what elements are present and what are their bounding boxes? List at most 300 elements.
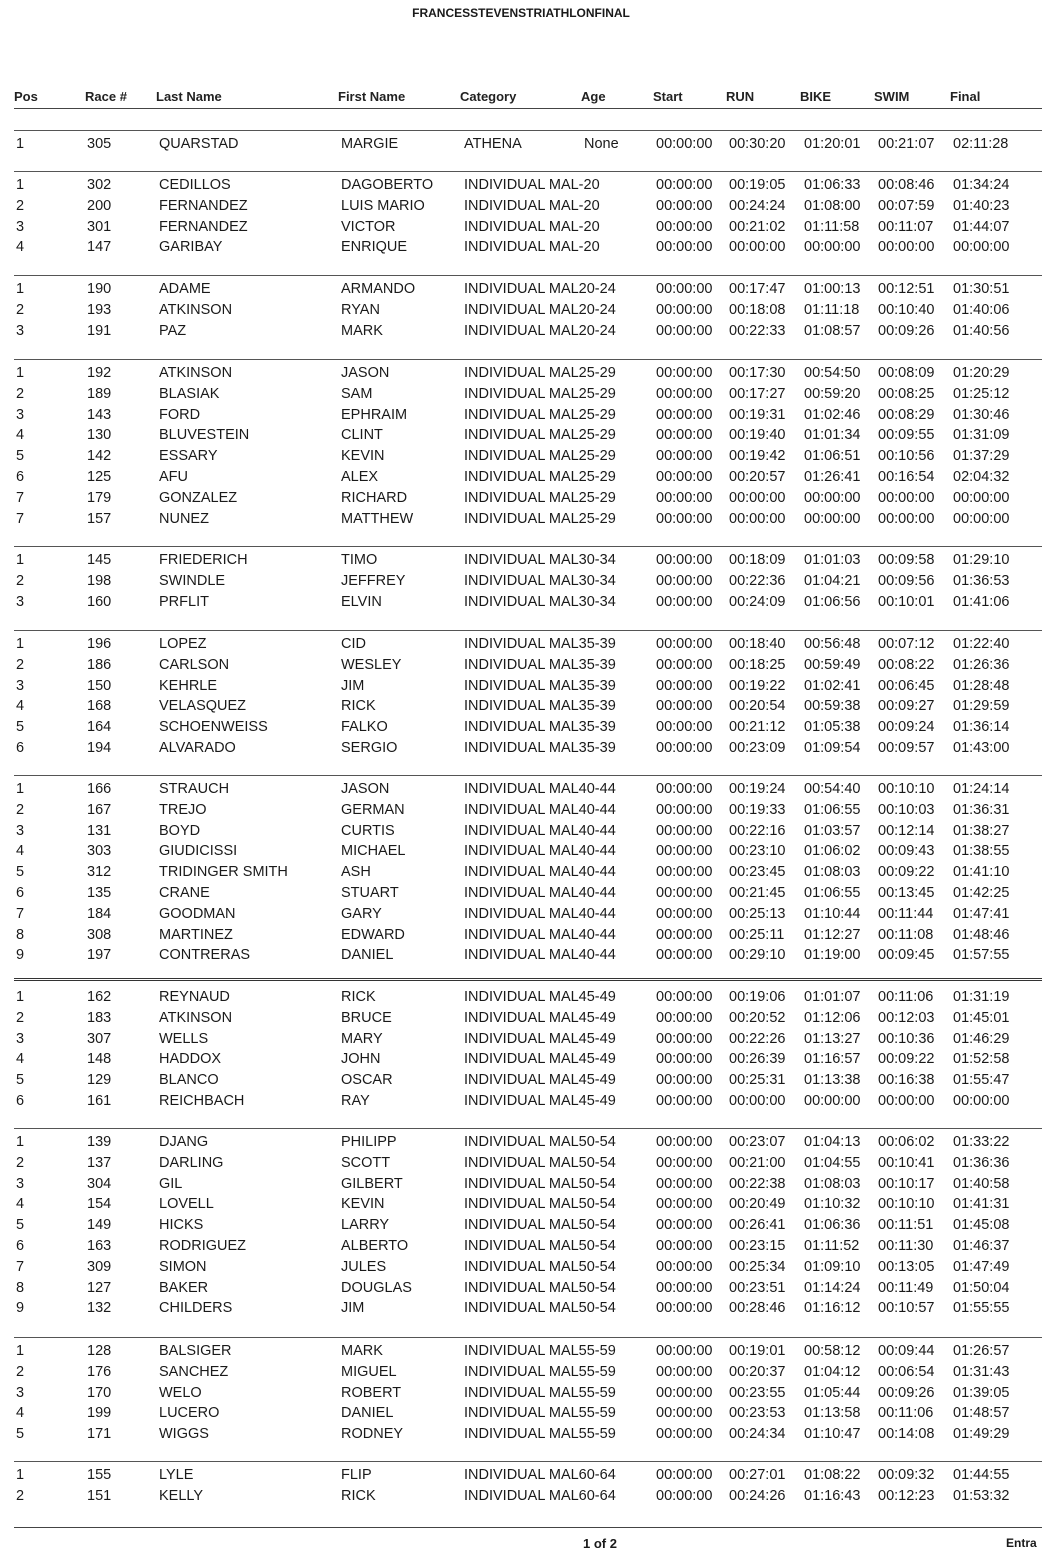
- last-name-cell: VELASQUEZ: [159, 698, 247, 715]
- final-time-cell: 01:36:36: [953, 1154, 1010, 1171]
- last-name-cell: BOYD: [159, 822, 201, 839]
- category-cell: INDIVIDUAL MAL30-34: [464, 593, 616, 610]
- first-name-cell: JULES: [341, 1258, 387, 1275]
- start-time-cell: 00:00:00: [656, 843, 713, 860]
- final-time-cell: 01:49:29: [953, 1426, 1010, 1443]
- category-cell: INDIVIDUAL MAL35-39: [464, 698, 616, 715]
- category-cell: INDIVIDUAL MAL50-54: [464, 1279, 616, 1296]
- run-time-cell: 00:00:00: [729, 1093, 786, 1109]
- position-cell: 1: [16, 281, 25, 297]
- run-time-cell: 00:00:00: [729, 239, 786, 256]
- last-name-cell: TREJO: [159, 801, 207, 818]
- final-time-cell: 01:55:55: [953, 1300, 1010, 1317]
- first-name-cell: MARK: [341, 322, 383, 339]
- position-cell: 4: [16, 843, 25, 860]
- race-number-cell: 170: [87, 1384, 112, 1401]
- last-name-cell: SIMON: [159, 1258, 207, 1275]
- table-row: [0, 1405, 1042, 1425]
- last-name-cell: BALSIGER: [159, 1343, 232, 1359]
- run-time-cell: 00:19:42: [729, 448, 786, 465]
- table-row: [0, 1259, 1042, 1279]
- first-name-cell: RYAN: [341, 301, 380, 318]
- run-time-cell: 00:21:00: [729, 1154, 786, 1171]
- last-name-cell: PRFLIT: [159, 593, 209, 610]
- swim-time-cell: 00:08:25: [878, 385, 935, 402]
- category-cell: INDIVIDUAL MAL25-29: [464, 469, 616, 485]
- final-time-cell: 01:47:49: [953, 1258, 1010, 1275]
- position-cell: 1: [16, 552, 25, 568]
- start-time-cell: 00:00:00: [656, 885, 713, 901]
- header-pos: Pos: [14, 89, 38, 104]
- start-time-cell: 00:00:00: [656, 1384, 713, 1401]
- last-name-cell: SWINDLE: [159, 572, 226, 589]
- header-divider: [14, 108, 1042, 109]
- last-name-cell: CARLSON: [159, 656, 230, 673]
- last-name-cell: GOODMAN: [159, 905, 236, 922]
- race-number-cell: 308: [87, 926, 112, 943]
- swim-time-cell: 00:09:58: [878, 552, 935, 568]
- position-cell: 2: [16, 301, 25, 318]
- first-name-cell: RAY: [341, 1093, 370, 1109]
- race-number-cell: 139: [87, 1134, 112, 1150]
- swim-time-cell: 00:06:45: [878, 677, 935, 694]
- category-cell: INDIVIDUAL MAL25-29: [464, 427, 616, 444]
- start-time-cell: 00:00:00: [656, 677, 713, 694]
- first-name-cell: MARGIE: [341, 136, 399, 152]
- position-cell: 3: [16, 1384, 25, 1401]
- last-name-cell: TRIDINGER SMITH: [159, 864, 288, 881]
- last-name-cell: STRAUCH: [159, 781, 230, 797]
- last-name-cell: CRANE: [159, 885, 210, 901]
- bike-time-cell: 01:12:27: [804, 926, 861, 943]
- table-row: [0, 1385, 1042, 1405]
- run-time-cell: 00:18:40: [729, 636, 786, 652]
- table-row: [0, 1364, 1042, 1384]
- start-time-cell: 00:00:00: [656, 1343, 713, 1359]
- position-cell: 1: [16, 1343, 25, 1359]
- table-row: [0, 552, 1042, 572]
- bike-time-cell: 01:08:03: [804, 864, 861, 881]
- category-cell: INDIVIDUAL MAL35-39: [464, 719, 616, 736]
- category-cell: INDIVIDUAL MAL40-44: [464, 781, 616, 797]
- swim-time-cell: 00:07:59: [878, 197, 935, 214]
- race-number-cell: 161: [87, 1093, 112, 1109]
- final-time-cell: 01:38:27: [953, 822, 1010, 839]
- swim-time-cell: 00:09:26: [878, 322, 935, 339]
- last-name-cell: WELO: [159, 1384, 202, 1401]
- first-name-cell: BRUCE: [341, 1009, 392, 1026]
- category-cell: INDIVIDUAL MAL50-54: [464, 1196, 616, 1213]
- group-divider: [14, 1128, 1042, 1129]
- run-time-cell: 00:20:52: [729, 1009, 786, 1026]
- run-time-cell: 00:23:10: [729, 843, 786, 860]
- category-cell: INDIVIDUAL MAL50-54: [464, 1238, 616, 1254]
- first-name-cell: JIM: [341, 1300, 365, 1317]
- category-cell: INDIVIDUAL MAL50-54: [464, 1300, 616, 1317]
- position-cell: 7: [16, 905, 25, 922]
- first-name-cell: LARRY: [341, 1217, 390, 1234]
- position-cell: 3: [16, 822, 25, 839]
- table-row: [0, 1155, 1042, 1175]
- first-name-cell: OSCAR: [341, 1072, 393, 1089]
- final-time-cell: 01:40:06: [953, 301, 1010, 318]
- run-time-cell: 00:19:05: [729, 177, 786, 193]
- start-time-cell: 00:00:00: [656, 636, 713, 652]
- run-time-cell: 00:21:12: [729, 719, 786, 736]
- category-cell: INDIVIDUAL MAL45-49: [464, 1072, 616, 1089]
- table-row: [0, 1426, 1042, 1446]
- position-cell: 2: [16, 572, 25, 589]
- last-name-cell: DARLING: [159, 1154, 224, 1171]
- category-cell: INDIVIDUAL MAL40-44: [464, 926, 616, 943]
- age-cell: None: [584, 136, 619, 152]
- first-name-cell: WESLEY: [341, 656, 402, 673]
- table-row: [0, 365, 1042, 385]
- run-time-cell: 00:24:09: [729, 593, 786, 610]
- swim-time-cell: 00:00:00: [878, 489, 935, 506]
- table-row: [0, 448, 1042, 468]
- final-time-cell: 01:42:25: [953, 885, 1010, 901]
- final-time-cell: 01:36:53: [953, 572, 1010, 589]
- page-number: 1 of 2: [583, 1536, 617, 1551]
- start-time-cell: 00:00:00: [656, 656, 713, 673]
- start-time-cell: 00:00:00: [656, 1217, 713, 1234]
- start-time-cell: 00:00:00: [656, 197, 713, 214]
- run-time-cell: 00:17:27: [729, 385, 786, 402]
- position-cell: 1: [16, 365, 25, 381]
- race-number-cell: 128: [87, 1343, 112, 1359]
- race-number-cell: 307: [87, 1030, 112, 1047]
- race-number-cell: 163: [87, 1238, 112, 1254]
- run-time-cell: 00:25:34: [729, 1258, 786, 1275]
- start-time-cell: 00:00:00: [656, 572, 713, 589]
- group-divider: [14, 546, 1042, 547]
- bike-time-cell: 01:06:51: [804, 448, 861, 465]
- first-name-cell: RODNEY: [341, 1426, 404, 1443]
- race-number-cell: 166: [87, 781, 112, 797]
- group-divider: [14, 171, 1042, 172]
- bike-time-cell: 00:54:50: [804, 365, 861, 381]
- last-name-cell: NUNEZ: [159, 510, 209, 527]
- bike-time-cell: 00:59:20: [804, 385, 861, 402]
- start-time-cell: 00:00:00: [656, 989, 713, 1005]
- race-number-cell: 132: [87, 1300, 112, 1317]
- run-time-cell: 00:20:57: [729, 469, 786, 485]
- swim-time-cell: 00:10:10: [878, 1196, 935, 1213]
- last-name-cell: SANCHEZ: [159, 1363, 229, 1380]
- table-row: [0, 823, 1042, 843]
- category-cell: INDIVIDUAL MAL-20: [464, 239, 600, 256]
- position-cell: 6: [16, 885, 25, 901]
- run-time-cell: 00:23:51: [729, 1279, 786, 1296]
- run-time-cell: 00:20:37: [729, 1363, 786, 1380]
- position-cell: 5: [16, 448, 25, 465]
- race-number-cell: 129: [87, 1072, 112, 1089]
- position-cell: 3: [16, 322, 25, 339]
- position-cell: 6: [16, 1238, 25, 1254]
- bike-time-cell: 01:26:41: [804, 469, 861, 485]
- table-row: [0, 802, 1042, 822]
- last-name-cell: FERNANDEZ: [159, 218, 248, 235]
- last-name-cell: HADDOX: [159, 1051, 222, 1068]
- swim-time-cell: 00:09:44: [878, 1343, 935, 1359]
- position-cell: 3: [16, 1030, 25, 1047]
- table-row: [0, 781, 1042, 801]
- position-cell: 1: [16, 781, 25, 797]
- last-name-cell: AFU: [159, 469, 188, 485]
- final-time-cell: 02:11:28: [953, 136, 1009, 152]
- run-time-cell: 00:21:02: [729, 218, 786, 235]
- bike-time-cell: 01:10:44: [804, 905, 861, 922]
- table-row: [0, 719, 1042, 739]
- last-name-cell: KEHRLE: [159, 677, 218, 694]
- final-time-cell: 01:48:57: [953, 1405, 1010, 1422]
- start-time-cell: 00:00:00: [656, 301, 713, 318]
- final-time-cell: 00:00:00: [953, 510, 1010, 527]
- category-cell: INDIVIDUAL MAL40-44: [464, 801, 616, 818]
- final-time-cell: 01:41:31: [953, 1196, 1010, 1213]
- swim-time-cell: 00:09:45: [878, 947, 935, 964]
- first-name-cell: SCOTT: [341, 1154, 391, 1171]
- category-cell: INDIVIDUAL MAL35-39: [464, 740, 616, 756]
- race-number-cell: 302: [87, 177, 112, 193]
- bike-time-cell: 01:02:46: [804, 406, 861, 423]
- first-name-cell: RICHARD: [341, 489, 408, 506]
- first-name-cell: DANIEL: [341, 1405, 394, 1422]
- swim-time-cell: 00:12:03: [878, 1009, 935, 1026]
- race-number-cell: 154: [87, 1196, 112, 1213]
- start-time-cell: 00:00:00: [656, 365, 713, 381]
- final-time-cell: 01:48:46: [953, 926, 1010, 943]
- last-name-cell: QUARSTAD: [159, 136, 239, 152]
- final-time-cell: 01:37:29: [953, 448, 1010, 465]
- table-row: [0, 469, 1042, 489]
- race-number-cell: 167: [87, 801, 112, 818]
- first-name-cell: CID: [341, 636, 366, 652]
- swim-time-cell: 00:09:43: [878, 843, 935, 860]
- swim-time-cell: 00:09:56: [878, 572, 935, 589]
- final-time-cell: 01:57:55: [953, 947, 1010, 964]
- table-row: [0, 573, 1042, 593]
- race-number-cell: 176: [87, 1363, 112, 1380]
- swim-time-cell: 00:10:40: [878, 301, 935, 318]
- position-cell: 5: [16, 719, 25, 736]
- run-time-cell: 00:20:49: [729, 1196, 786, 1213]
- category-cell: INDIVIDUAL MAL50-54: [464, 1217, 616, 1234]
- last-name-cell: RODRIGUEZ: [159, 1238, 246, 1254]
- first-name-cell: ARMANDO: [341, 281, 416, 297]
- category-cell: INDIVIDUAL MAL40-44: [464, 843, 616, 860]
- final-time-cell: 01:20:29: [953, 365, 1010, 381]
- race-number-cell: 147: [87, 239, 112, 256]
- run-time-cell: 00:19:22: [729, 677, 786, 694]
- last-name-cell: FRIEDERICH: [159, 552, 248, 568]
- final-time-cell: 01:50:04: [953, 1279, 1010, 1296]
- final-time-cell: 00:00:00: [953, 489, 1010, 506]
- position-cell: 1: [16, 1467, 25, 1483]
- position-cell: 5: [16, 1217, 25, 1234]
- start-time-cell: 00:00:00: [656, 406, 713, 423]
- first-name-cell: CURTIS: [341, 822, 395, 839]
- table-row: [0, 678, 1042, 698]
- race-number-cell: 131: [87, 822, 112, 839]
- last-name-cell: BLANCO: [159, 1072, 219, 1089]
- category-cell: INDIVIDUAL MAL25-29: [464, 489, 616, 506]
- position-cell: 4: [16, 1051, 25, 1068]
- last-name-cell: LOVELL: [159, 1196, 214, 1213]
- run-time-cell: 00:18:25: [729, 656, 786, 673]
- race-number-cell: 148: [87, 1051, 112, 1068]
- category-cell: ATHENA: [464, 136, 522, 152]
- bike-time-cell: 01:10:47: [804, 1426, 861, 1443]
- last-name-cell: KELLY: [159, 1487, 204, 1504]
- table-row: [0, 281, 1042, 301]
- swim-time-cell: 00:10:56: [878, 448, 935, 465]
- start-time-cell: 00:00:00: [656, 489, 713, 506]
- final-time-cell: 01:25:12: [953, 385, 1010, 402]
- start-time-cell: 00:00:00: [656, 385, 713, 402]
- table-row: [0, 177, 1042, 197]
- header-first-name: First Name: [338, 89, 406, 104]
- start-time-cell: 00:00:00: [656, 1426, 713, 1443]
- bike-time-cell: 01:08:00: [804, 197, 861, 214]
- swim-time-cell: 00:07:12: [878, 636, 935, 652]
- position-cell: 8: [16, 1279, 25, 1296]
- header-swim: SWIM: [874, 89, 910, 104]
- last-name-cell: GIL: [159, 1175, 183, 1192]
- start-time-cell: 00:00:00: [656, 552, 713, 568]
- final-time-cell: 01:41:06: [953, 593, 1010, 610]
- first-name-cell: FLIP: [341, 1467, 372, 1483]
- bike-time-cell: 01:01:03: [804, 552, 861, 568]
- run-time-cell: 00:22:33: [729, 322, 786, 339]
- category-cell: INDIVIDUAL MAL50-54: [464, 1154, 616, 1171]
- category-cell: INDIVIDUAL MAL30-34: [464, 552, 616, 568]
- bike-time-cell: 01:16:43: [804, 1487, 861, 1504]
- bike-time-cell: 00:59:38: [804, 698, 861, 715]
- final-time-cell: 01:36:31: [953, 801, 1010, 818]
- swim-time-cell: 00:09:24: [878, 719, 935, 736]
- swim-time-cell: 00:12:23: [878, 1487, 935, 1504]
- last-name-cell: LUCERO: [159, 1405, 220, 1422]
- final-time-cell: 01:45:08: [953, 1217, 1010, 1234]
- last-name-cell: SCHOENWEISS: [159, 719, 268, 736]
- table-row: [0, 594, 1042, 614]
- bike-time-cell: 00:00:00: [804, 510, 861, 527]
- bike-time-cell: 01:08:03: [804, 1175, 861, 1192]
- run-time-cell: 00:22:36: [729, 572, 786, 589]
- race-number-cell: 197: [87, 947, 112, 964]
- run-time-cell: 00:23:53: [729, 1405, 786, 1422]
- final-time-cell: 01:41:10: [953, 864, 1010, 881]
- run-time-cell: 00:29:10: [729, 947, 786, 964]
- table-row: [0, 239, 1042, 259]
- swim-time-cell: 00:11:44: [878, 905, 934, 922]
- position-cell: 9: [16, 947, 25, 964]
- table-row: [0, 490, 1042, 510]
- bike-time-cell: 01:08:57: [804, 322, 861, 339]
- bike-time-cell: 01:09:10: [804, 1258, 861, 1275]
- category-cell: INDIVIDUAL MAL50-54: [464, 1258, 616, 1275]
- last-name-cell: DJANG: [159, 1134, 209, 1150]
- header-bike: BIKE: [800, 89, 832, 104]
- bike-time-cell: 01:14:24: [804, 1279, 861, 1296]
- final-time-cell: 01:45:01: [953, 1009, 1010, 1026]
- final-time-cell: 01:24:14: [953, 781, 1010, 797]
- first-name-cell: DOUGLAS: [341, 1279, 412, 1296]
- swim-time-cell: 00:14:08: [878, 1426, 935, 1443]
- position-cell: 3: [16, 1175, 25, 1192]
- start-time-cell: 00:00:00: [656, 136, 713, 152]
- swim-time-cell: 00:09:22: [878, 864, 935, 881]
- table-row: [0, 1031, 1042, 1051]
- bike-time-cell: 01:13:58: [804, 1405, 861, 1422]
- run-time-cell: 00:20:54: [729, 698, 786, 715]
- start-time-cell: 00:00:00: [656, 1009, 713, 1026]
- position-cell: 2: [16, 1154, 25, 1171]
- race-number-cell: 184: [87, 905, 112, 922]
- run-time-cell: 00:17:30: [729, 365, 786, 381]
- start-time-cell: 00:00:00: [656, 448, 713, 465]
- final-time-cell: 01:47:41: [953, 905, 1010, 922]
- final-time-cell: 01:39:05: [953, 1384, 1010, 1401]
- swim-time-cell: 00:12:51: [878, 281, 935, 297]
- table-row: [0, 1051, 1042, 1071]
- last-name-cell: LYLE: [159, 1467, 194, 1483]
- first-name-cell: JIM: [341, 677, 365, 694]
- race-number-cell: 151: [87, 1487, 112, 1504]
- race-number-cell: 301: [87, 218, 112, 235]
- swim-time-cell: 00:09:32: [878, 1467, 935, 1483]
- final-time-cell: 01:26:57: [953, 1343, 1010, 1359]
- last-name-cell: ALVARADO: [159, 740, 236, 756]
- bike-time-cell: 01:01:34: [804, 427, 861, 444]
- race-number-cell: 164: [87, 719, 112, 736]
- last-name-cell: CHILDERS: [159, 1300, 233, 1317]
- category-cell: INDIVIDUAL MAL40-44: [464, 885, 616, 901]
- run-time-cell: 00:24:24: [729, 197, 786, 214]
- group-divider: [14, 1337, 1042, 1338]
- race-number-cell: 149: [87, 1217, 112, 1234]
- bike-time-cell: 00:00:00: [804, 239, 861, 256]
- table-row: [0, 1093, 1042, 1113]
- first-name-cell: CLINT: [341, 427, 383, 444]
- table-row: [0, 198, 1042, 218]
- group-divider: [14, 630, 1042, 631]
- position-cell: 9: [16, 1300, 25, 1317]
- bike-time-cell: 01:06:55: [804, 885, 861, 901]
- swim-time-cell: 00:08:09: [878, 365, 935, 381]
- position-cell: 2: [16, 1487, 25, 1504]
- table-row: [0, 698, 1042, 718]
- position-cell: 3: [16, 218, 25, 235]
- table-row: [0, 407, 1042, 427]
- swim-time-cell: 00:11:06: [878, 989, 934, 1005]
- swim-time-cell: 00:00:00: [878, 239, 935, 256]
- footer-divider: [14, 1527, 1042, 1528]
- category-cell: INDIVIDUAL MAL35-39: [464, 636, 616, 652]
- position-cell: 2: [16, 1009, 25, 1026]
- category-cell: INDIVIDUAL MAL60-64: [464, 1467, 616, 1483]
- run-time-cell: 00:25:11: [729, 926, 785, 943]
- bike-time-cell: 01:06:02: [804, 843, 861, 860]
- race-number-cell: 193: [87, 301, 112, 318]
- swim-time-cell: 00:11:51: [878, 1217, 934, 1234]
- bike-time-cell: 00:56:48: [804, 636, 861, 652]
- final-time-cell: 01:53:32: [953, 1487, 1010, 1504]
- bike-time-cell: 01:10:32: [804, 1196, 861, 1213]
- header-final: Final: [950, 89, 981, 104]
